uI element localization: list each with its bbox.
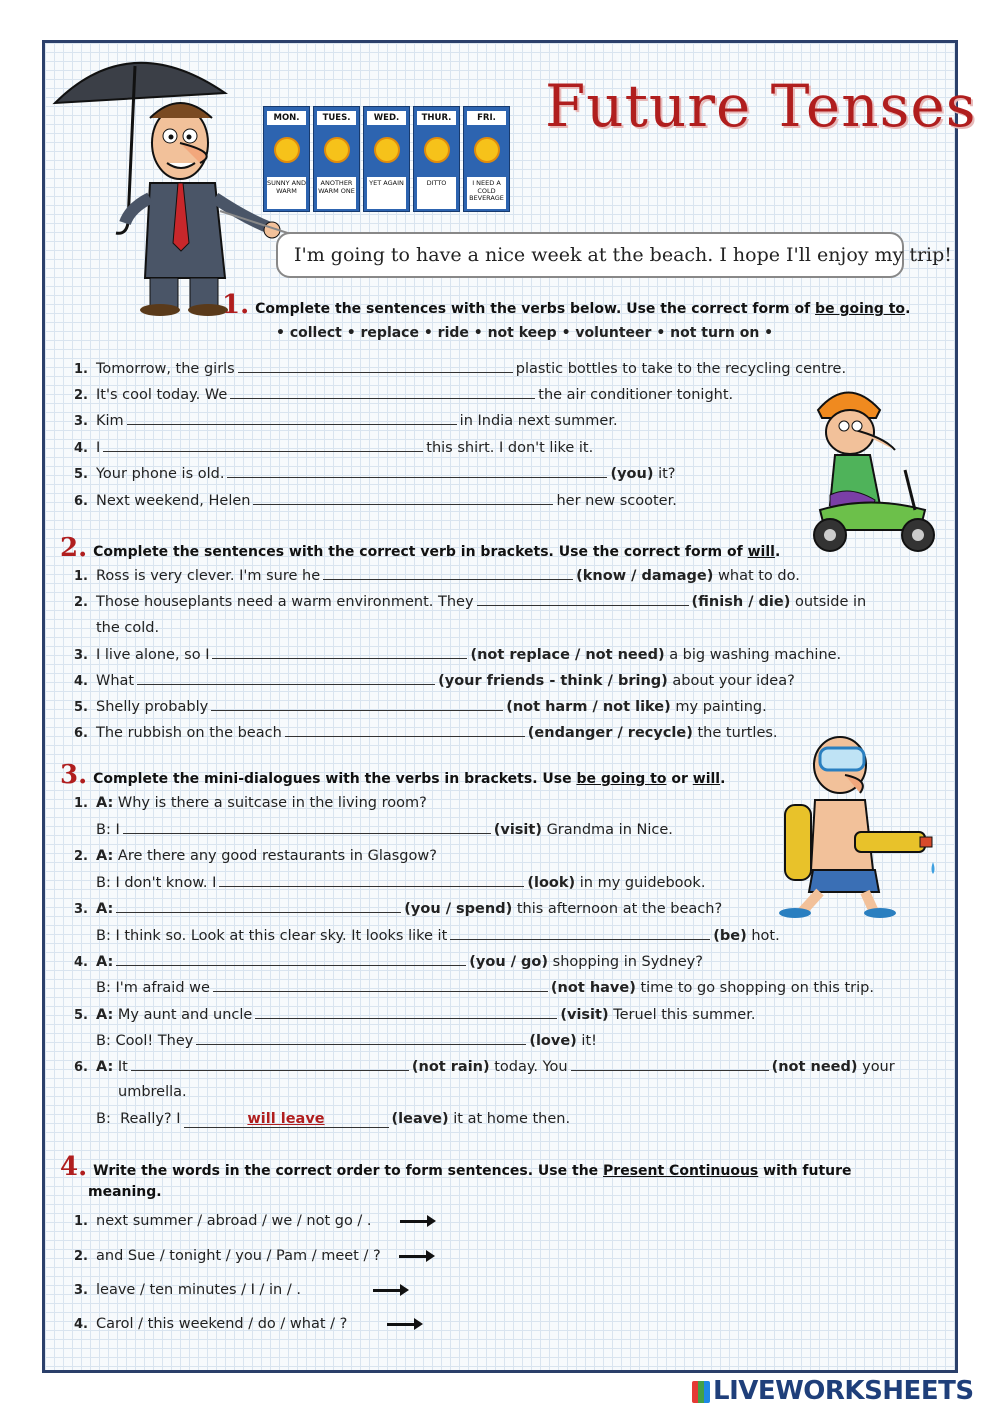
exercise-line: 2. It's cool today. We the air conditioner tonight.	[74, 387, 734, 403]
section-3-heading: 3. Complete the mini-dialogues with the verbs in brackets. Use be going to or will.	[60, 760, 726, 790]
speech-bubble: I'm going to have a nice week at the beach. I hope I'll enjoy my trip!	[276, 232, 904, 278]
section-4-heading: 4. Write the words in the correct order to form sentences. Use the Present Continuous with future	[60, 1152, 852, 1182]
arrow-right-icon	[373, 1289, 403, 1292]
answer-blank[interactable]	[571, 1058, 769, 1071]
exercise-line: 1. Ross is very clever. I'm sure he (know / damage) what to do.	[74, 568, 800, 584]
exercise-line: B: Cool! They (love) it!	[96, 1033, 597, 1049]
answer-blank[interactable]	[253, 492, 553, 505]
exercise-line: 2. A: Are there any good restaurants in Glasgow?	[74, 848, 437, 864]
answer-blank[interactable]	[227, 465, 607, 478]
exercise-line: B: I (visit) Grandma in Nice.	[96, 822, 673, 838]
arrow-right-icon	[387, 1323, 417, 1326]
answer-blank[interactable]	[230, 386, 535, 399]
exercise-line: 1. next summer / abroad / we / not go / .	[74, 1213, 430, 1229]
liveworksheets-logo: LIVEWORKSHEETS	[692, 1376, 974, 1406]
forecast-day: THUR. DITTO	[413, 106, 460, 212]
section-2-heading: 2. Complete the sentences with the correct verb in brackets. Use the correct form of will.	[60, 533, 781, 563]
answer-blank[interactable]	[323, 567, 573, 580]
answer-blank[interactable]	[213, 979, 548, 992]
exercise-line: B: Really? I will leave (leave) it at home then.	[96, 1111, 571, 1127]
answer-blank[interactable]	[127, 412, 457, 425]
exercise-line: 6. The rubbish on the beach (endanger / recycle) the turtles.	[74, 725, 778, 741]
answer-blank[interactable]	[103, 439, 423, 452]
sun-icon	[374, 137, 400, 163]
verb-list: • collect • replace • ride • not keep • volunteer • not turn on •	[276, 325, 774, 341]
exercise-line: B: I think so. Look at this clear sky. It looks like it (be) hot.	[96, 928, 780, 944]
forecast-day: WED. YET AGAIN	[363, 106, 410, 212]
arrow-right-icon	[399, 1255, 429, 1258]
answer-blank[interactable]	[116, 900, 401, 913]
exercise-line: the cold.	[96, 620, 160, 636]
answer-blank[interactable]	[211, 698, 503, 711]
exercise-line: B: I don't know. I (look) in my guidebook.	[96, 875, 706, 891]
answer-blank[interactable]	[131, 1058, 409, 1071]
exercise-line: 3. I live alone, so I (not replace / not need) a big washing machine.	[74, 647, 842, 663]
logo-icon	[692, 1381, 710, 1403]
forecast-day: FRI. I NEED A COLD BEVERAGE	[463, 106, 510, 212]
beach-man-illustration	[765, 720, 945, 920]
exercise-line: 3. A: (you / spend) this afternoon at the beach?	[74, 901, 723, 917]
answer-blank[interactable]	[116, 953, 466, 966]
umbrella-man-illustration	[50, 48, 290, 318]
exercise-line: 1. Tomorrow, the girls plastic bottles to take to the recycling centre.	[74, 361, 847, 377]
answer-blank[interactable]	[212, 646, 467, 659]
scooter-girl-illustration	[800, 380, 945, 560]
answer-blank[interactable]	[219, 874, 524, 887]
exercise-line: 6. A: It (not rain) today. You (not need) your	[74, 1059, 895, 1075]
answer-blank[interactable]	[123, 821, 491, 834]
exercise-line: 4. I this shirt. I don't like it.	[74, 440, 594, 456]
answer-blank[interactable]	[477, 593, 689, 606]
sun-icon	[274, 137, 300, 163]
answer-blank[interactable]	[255, 1006, 557, 1019]
forecast-day: MON. SUNNY AND WARM	[263, 106, 310, 212]
exercise-line: 5. A: My aunt and uncle (visit) Teruel this summer.	[74, 1007, 756, 1023]
weather-forecast	[263, 106, 510, 212]
exercise-line: 5. Shelly probably (not harm / not like) my painting.	[74, 699, 767, 715]
exercise-line: 4. A: (you / go) shopping in Sydney?	[74, 954, 703, 970]
page-title: Future Tenses	[545, 72, 977, 140]
exercise-line: 1. A: Why is there a suitcase in the living room?	[74, 795, 427, 811]
section-4-heading-cont: meaning.	[88, 1184, 162, 1200]
sun-icon	[324, 137, 350, 163]
section-1-heading: 1. Complete the sentences with the verbs below. Use the correct form of be going to.	[222, 290, 911, 320]
forecast-day: TUES. ANOTHER WARM ONE	[313, 106, 360, 212]
exercise-line: 6. Next weekend, Helen her new scooter.	[74, 493, 677, 509]
sun-icon	[424, 137, 450, 163]
exercise-line: 5. Your phone is old. (you) it?	[74, 466, 676, 482]
answer-blank[interactable]	[238, 360, 513, 373]
example-answer: will leave	[184, 1111, 389, 1128]
exercise-line: 4. Carol / this weekend / do / what / ?	[74, 1316, 417, 1332]
exercise-line: 4. What (your friends - think / bring) about your idea?	[74, 673, 795, 689]
answer-blank[interactable]	[196, 1032, 526, 1045]
answer-blank[interactable]	[285, 724, 525, 737]
exercise-line: 3. leave / ten minutes / I / in / .	[74, 1282, 403, 1298]
exercise-line: 2. and Sue / tonight / you / Pam / meet / ?	[74, 1248, 429, 1264]
arrow-right-icon	[400, 1220, 430, 1223]
answer-blank[interactable]	[137, 672, 435, 685]
answer-blank[interactable]	[450, 927, 710, 940]
sun-icon	[474, 137, 500, 163]
exercise-line: 2. Those houseplants need a warm environment. They (finish / die) outside in	[74, 594, 867, 610]
exercise-line: 3. Kim in India next summer.	[74, 413, 618, 429]
exercise-line: umbrella.	[118, 1084, 187, 1100]
exercise-line: B: I'm afraid we (not have) time to go shopping on this trip.	[96, 980, 874, 996]
